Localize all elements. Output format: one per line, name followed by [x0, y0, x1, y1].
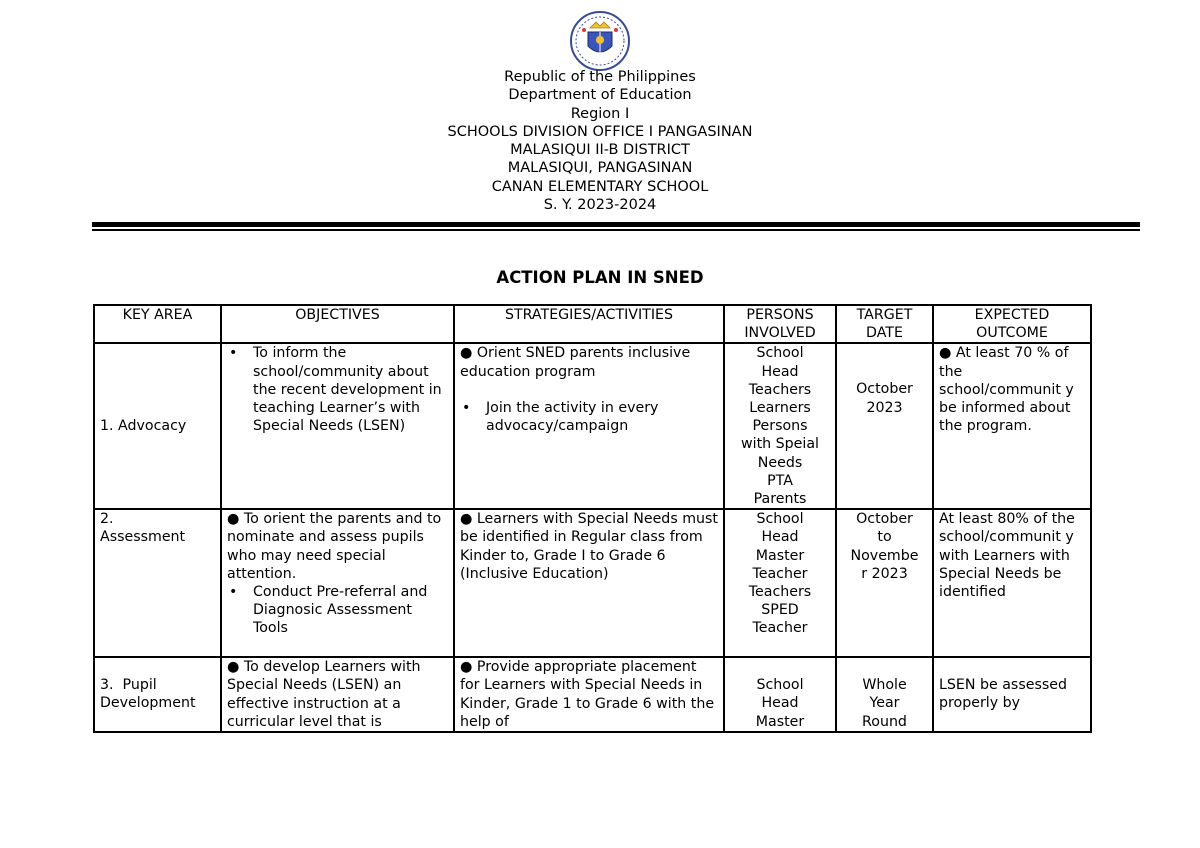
document-title: ACTION PLAN IN SNED: [496, 268, 704, 287]
persons-cell: [724, 509, 836, 657]
persons-header-line-1: PERSONS: [746, 307, 814, 323]
objective-item: ● To orient the parents and to nominate and assess pupils who may need special attention.: [227, 511, 442, 582]
strategies-cell: ● Provide appropriate placement for Learners with Special Needs in Kinder, Grade 1 to Grade 6 with the help of: [454, 657, 724, 732]
person-line: Needs: [757, 454, 803, 471]
person-line: Teacher: [752, 620, 808, 637]
column-header-key-area: KEY AREA: [94, 305, 221, 343]
key-area-cell: [94, 509, 221, 657]
header-line-school-year: S. Y. 2023-2024: [543, 197, 657, 214]
person-line: SPED: [761, 602, 799, 619]
person-line: Head: [761, 695, 799, 712]
person-line: School: [756, 511, 804, 528]
target-date-cell: [836, 657, 933, 732]
table-row: [94, 343, 1091, 509]
person-line: with Speial: [741, 436, 819, 453]
deped-seal-logo: [566, 10, 634, 72]
target-line: to: [877, 529, 892, 546]
person-line: Master: [755, 547, 805, 564]
person-line: Learners: [749, 400, 811, 417]
header-line-school: CANAN ELEMENTARY SCHOOL: [491, 178, 709, 195]
persons-cell: [724, 657, 836, 732]
target-header-line-2: DATE: [866, 325, 903, 342]
persons-header-line-2: INVOLVED: [744, 325, 816, 342]
person-line: Parents: [753, 491, 807, 508]
column-header-objectives: OBJECTIVES: [221, 305, 454, 343]
strategies-cell: ● Learners with Special Needs must be identified in Regular class from Kinder to, Grade I to Grade 6 (Inclusive Education): [454, 509, 724, 657]
key-area-line: 2.: [100, 511, 114, 528]
strategies-cell: [454, 343, 724, 509]
header-line-department: Department of Education: [508, 87, 692, 104]
outcome-cell: At least 80% of the school/communit y with Learners with Special Needs be identified: [933, 509, 1091, 657]
outcome-header-line-2: OUTCOME: [976, 325, 1048, 342]
table-header-row: [94, 305, 1091, 343]
header-line-district: MALASIQUI II-B DISTRICT: [510, 142, 690, 159]
objective-bullet: • Conduct Pre-referral and Diagnosic Assessment Tools: [253, 583, 448, 638]
strategy-bullet: • Join the activity in every advocacy/campaign: [486, 399, 718, 435]
target-line: r 2023: [861, 565, 908, 582]
key-area-cell: [94, 657, 221, 732]
key-area-line: Assessment: [100, 529, 186, 546]
objective-bullet: • To inform the school/community about the recent development in teaching Learner’s with Special Needs (LSEN): [253, 344, 448, 435]
strategy-item: ● Orient SNED parents inclusive education program: [460, 345, 691, 380]
objectives-cell: [221, 343, 454, 509]
action-plan-table: [93, 304, 1092, 733]
column-header-persons: [724, 305, 836, 343]
person-line: PTA: [767, 472, 793, 489]
target-line: Whole: [862, 677, 907, 694]
key-area-line: 3. Pupil: [100, 677, 157, 694]
column-header-outcome: [933, 305, 1091, 343]
outcome-cell: ● At least 70 % of the school/communit y be informed about the program.: [933, 343, 1091, 509]
target-header-line-1: TARGET: [856, 307, 913, 323]
target-line: 2023: [866, 399, 903, 416]
outcome-header-line-1: EXPECTED: [974, 307, 1050, 323]
header-line-division: SCHOOLS DIVISION OFFICE I PANGASINAN: [447, 123, 753, 140]
person-line: Head: [761, 529, 799, 546]
target-date-cell: [836, 509, 933, 657]
header-divider-thin: [92, 229, 1140, 231]
target-date-cell: [836, 343, 933, 509]
column-header-target-date: [836, 305, 933, 343]
target-line: Round: [862, 713, 907, 730]
letterhead: [0, 68, 1200, 214]
column-header-strategies: STRATEGIES/ACTIVITIES: [454, 305, 724, 343]
person-line: School: [756, 677, 804, 694]
header-divider-thick: [92, 222, 1140, 227]
persons-cell: [724, 343, 836, 509]
header-line-country: Republic of the Philippines: [504, 69, 696, 85]
key-area-line: Development: [100, 695, 196, 712]
outcome-cell: [933, 657, 1091, 732]
target-line: Novembe: [850, 547, 919, 564]
header-line-municipality: MALASIQUI, PANGASINAN: [507, 160, 693, 177]
person-line: School: [756, 345, 804, 362]
header-line-region: Region I: [570, 105, 630, 122]
person-line: Head: [761, 363, 799, 380]
person-line: Teachers: [748, 584, 812, 601]
person-line: Persons: [752, 418, 808, 435]
objectives-cell: [221, 509, 454, 657]
person-line: Master: [755, 713, 805, 730]
objectives-cell: ● To develop Learners with Special Needs (LSEN) an effective instruction at a curricular level that is: [221, 657, 454, 732]
table-row: [94, 657, 1091, 732]
table-row: [94, 509, 1091, 657]
person-line: Teachers: [748, 381, 812, 398]
target-line: Year: [869, 695, 900, 712]
target-line: October: [856, 511, 913, 528]
target-line: October: [856, 381, 913, 398]
person-line: Teacher: [752, 565, 808, 582]
outcome-text: LSEN be assessed properly by: [939, 677, 1067, 712]
key-area-cell: 1. Advocacy: [94, 343, 221, 509]
